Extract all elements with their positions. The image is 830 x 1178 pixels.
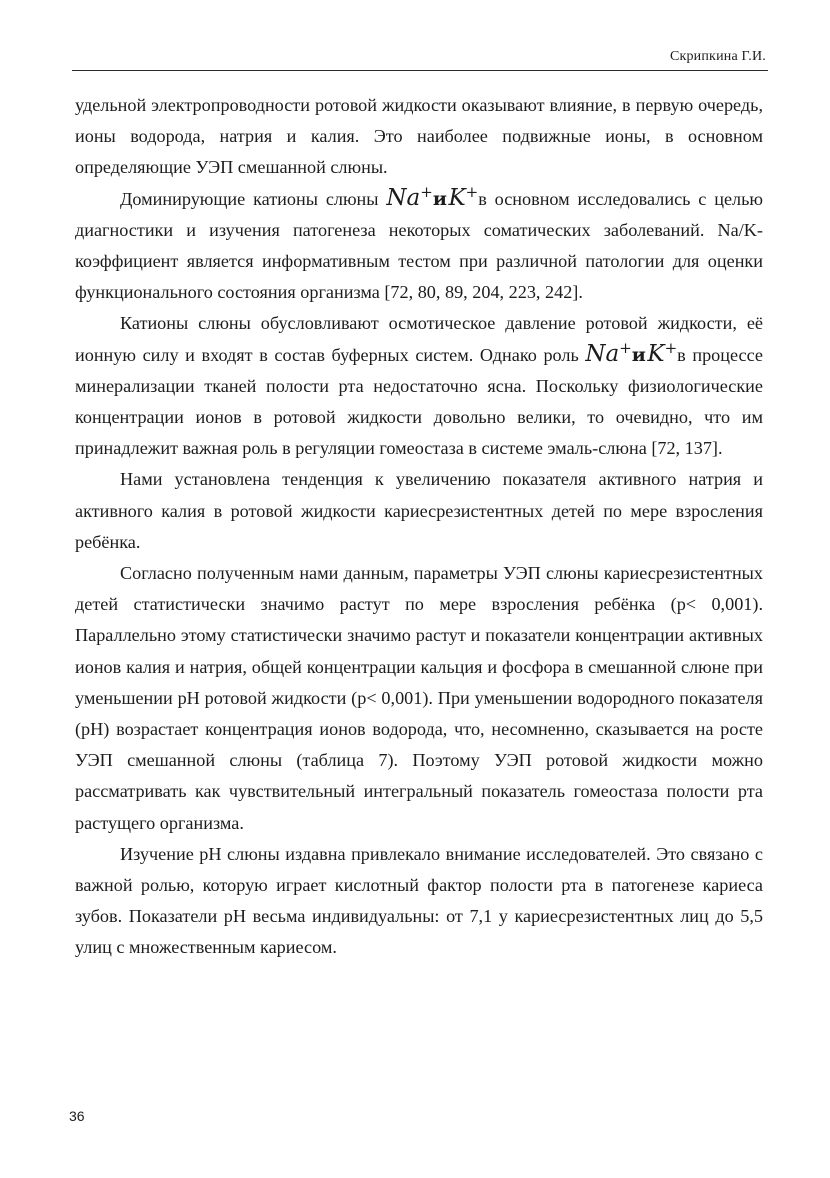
potassium-ion-formula: K+: [448, 182, 479, 211]
potassium-ion-formula: K+: [647, 338, 678, 367]
paragraph-2-rest: в основном исследовались с целью диагностики и изучения патогенеза некоторых соматических заболеваний. Na/K-коэффициент является информативным тестом при различной патологии для оценки функционального состояния организма [72, 80, 89, 204, 223, 242].: [75, 188, 763, 303]
running-header-author: Скрипкина Г.И.: [669, 49, 766, 64]
paragraph-5: Согласно полученным нами данным, параметры УЭП слюны кариесрезистентных детей статистически значимо растут по мере взросления ребёнка (p< 0,001). Параллельно этому статистически значимо растут и показатели концентрации активных ионов калия и натрия, общей концентрации кальция и фосфора в смешанной слюне при уменьшении pH ротовой жидкости (p< 0,001). При уменьшении водородного показателя (pH) возрастает концентрация ионов водорода, что, несомненно, сказывается на росте УЭП смешанной слюны (таблица 7). Поэтому УЭП ротовой жидкости можно рассматривать как чувствительный интегральный показатель гомеостаза полости рта растущего организма.: [75, 563, 763, 833]
paragraph-2-lead: Доминирующие катионы слюны: [120, 188, 387, 209]
page-number: 36: [69, 1108, 85, 1124]
sodium-ion-formula: Na+: [585, 338, 632, 367]
header-divider: [72, 70, 768, 71]
formula-conjunction: и: [631, 343, 646, 366]
paragraph-6: Изучение pH слюны издавна привлекало внимание исследователей. Это связано с важной ролью, которую играет кислотный фактор полости рта в патогенезе кариеса зубов. Показатели pH весьма индивидуальны: от 7,1 у кариесрезистентных лиц до 5,5 улиц с множественным кариесом.: [75, 843, 763, 958]
formula-conjunction: и: [432, 187, 447, 210]
paragraph-1: удельной электропроводности ротовой жидкости оказывают влияние, в первую очередь, ионы водорода, натрия и калия. Это наиболее подвижные ионы, в основном определяющие УЭП смешанной слюны.: [75, 95, 763, 178]
body-text: [75, 90, 763, 964]
paragraph-3-lead: Катионы слюны обусловливают осмотическое давление ротовой жидкости, её ионную силу и входят в состав буферных систем. Однако роль: [75, 313, 763, 365]
sodium-ion-formula: Na+: [386, 182, 433, 211]
paragraph-2: [75, 184, 763, 309]
paragraph-4: Нами установлена тенденция к увеличению показателя активного натрия и активного калия в ротовой жидкости кариесрезистентных детей по мере взросления ребёнка.: [75, 469, 763, 552]
paragraph-3-rest: в процессе минерализации тканей полости рта недостаточно ясна. Поскольку физиологические концентрации ионов в ротовой жидкости довольно велики, то очевидно, что им принадлежит важная роль в регуляции гомеостаза в системе эмаль-слюна [72, 137].: [75, 344, 763, 459]
paragraph-3: [75, 308, 763, 464]
